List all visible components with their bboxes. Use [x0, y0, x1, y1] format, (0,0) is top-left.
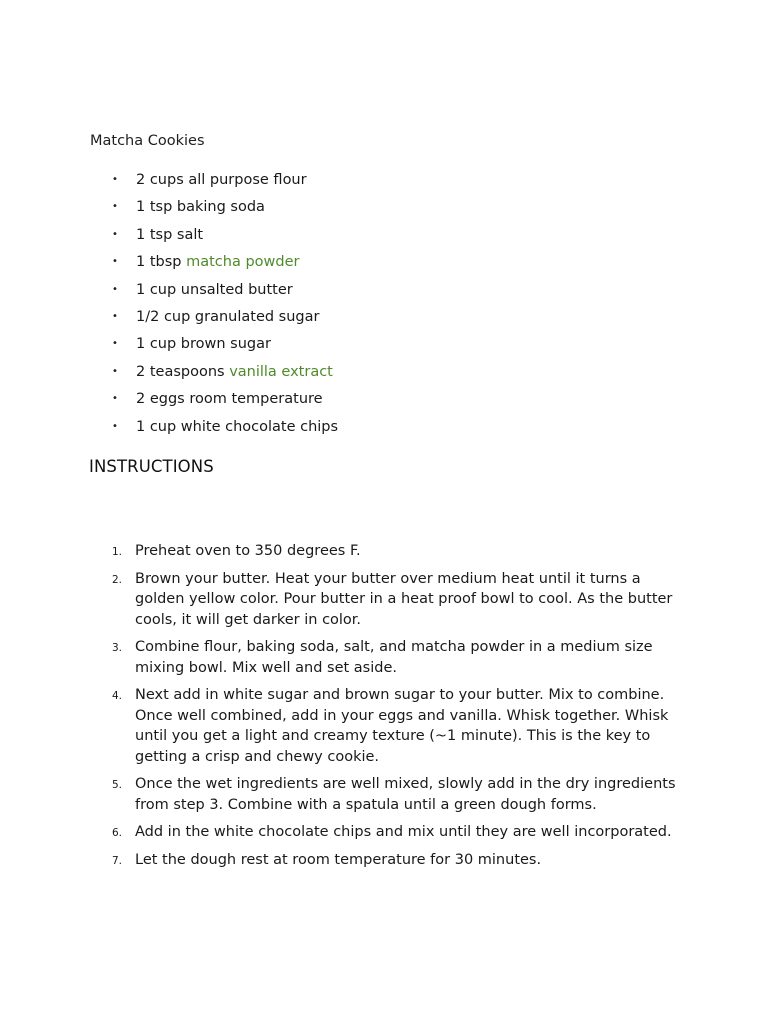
- ingredient-text: 2 cups all purpose flour: [136, 172, 307, 188]
- ingredients-list: [0, 170, 338, 444]
- ingredient-link[interactable]: matcha powder: [186, 254, 300, 271]
- ingredient-item: [0, 225, 338, 252]
- ingredient-link[interactable]: vanilla extract: [229, 363, 333, 380]
- ingredient-item: [0, 280, 338, 307]
- ingredient-item: [0, 197, 338, 224]
- step-text: Combine flour, baking soda, salt, and matcha powder in a medium size mixing bowl. Mix well and set aside.: [135, 639, 653, 676]
- step-number: 5.: [112, 779, 123, 791]
- ingredient-item: [0, 252, 338, 279]
- ingredient-item: [0, 307, 338, 334]
- ingredient-item: [0, 417, 338, 444]
- bullet-marker: •: [112, 338, 118, 350]
- bullet-marker: •: [112, 201, 118, 213]
- step-number: 3.: [112, 642, 123, 654]
- ingredient-text: 1 tsp salt: [136, 226, 204, 243]
- bullet-marker: •: [112, 228, 118, 240]
- recipe-title: Matcha Cookies: [90, 133, 205, 149]
- bullet-marker: •: [112, 393, 118, 405]
- instructions-list: [0, 541, 768, 877]
- ingredient-item: [0, 362, 338, 389]
- step-text: Let the dough rest at room temperature for 30 minutes.: [135, 851, 542, 868]
- step-number: 7.: [112, 854, 123, 867]
- instruction-step: [0, 685, 685, 767]
- ingredient-text: 1/2 cup granulated sugar: [136, 308, 320, 325]
- bullet-marker: •: [112, 256, 118, 268]
- ingredient-text: 2 teaspoons: [136, 363, 230, 380]
- instruction-step: [0, 541, 685, 562]
- ingredient-text: 1 tbsp: [136, 254, 187, 271]
- ingredient-item: [0, 389, 338, 416]
- step-text: Brown your butter. Heat your butter over medium heat until it turns a golden yellow color. Pour butter in a heat proof bowl to cool. As the butter cools, it will get darker in color.: [135, 570, 673, 628]
- ingredient-text: 1 tsp baking soda: [136, 199, 265, 216]
- step-number: 2.: [112, 573, 123, 586]
- step-number: 6.: [112, 827, 123, 839]
- ingredient-text: 1 cup brown sugar: [136, 336, 271, 353]
- step-text: Next add in white sugar and brown sugar to your butter. Mix to combine. Once well combined, add in your eggs and vanilla. Whisk together. Whisk until you get a light and creamy texture (~1 minute). This is the key to getting a crisp and chewy cookie.: [135, 687, 669, 765]
- instruction-step: [0, 569, 685, 631]
- step-text: Once the wet ingredients are well mixed, slowly add in the dry ingredients from step 3. Combine with a spatula until a green dough forms.: [135, 776, 676, 813]
- ingredient-text: 1 cup unsalted butter: [136, 281, 293, 298]
- step-number: 1.: [112, 546, 123, 558]
- bullet-marker: •: [112, 283, 118, 295]
- instruction-step: [0, 637, 685, 678]
- bullet-marker: •: [112, 420, 118, 432]
- ingredient-text: 2 eggs room temperature: [136, 391, 323, 408]
- instructions-heading: INSTRUCTIONS: [89, 457, 214, 476]
- ingredient-item: [0, 334, 338, 361]
- instruction-step: [0, 822, 685, 843]
- bullet-marker: •: [112, 174, 118, 185]
- ingredient-text: 1 cup white chocolate chips: [136, 418, 339, 435]
- bullet-marker: •: [112, 310, 118, 322]
- instruction-step: [0, 850, 685, 871]
- bullet-marker: •: [112, 365, 118, 377]
- step-number: 4.: [112, 690, 123, 702]
- step-text: Preheat oven to 350 degrees F.: [135, 543, 361, 559]
- step-text: Add in the white chocolate chips and mix until they are well incorporated.: [135, 824, 672, 840]
- instruction-step: [0, 774, 685, 815]
- ingredient-item: [0, 170, 338, 197]
